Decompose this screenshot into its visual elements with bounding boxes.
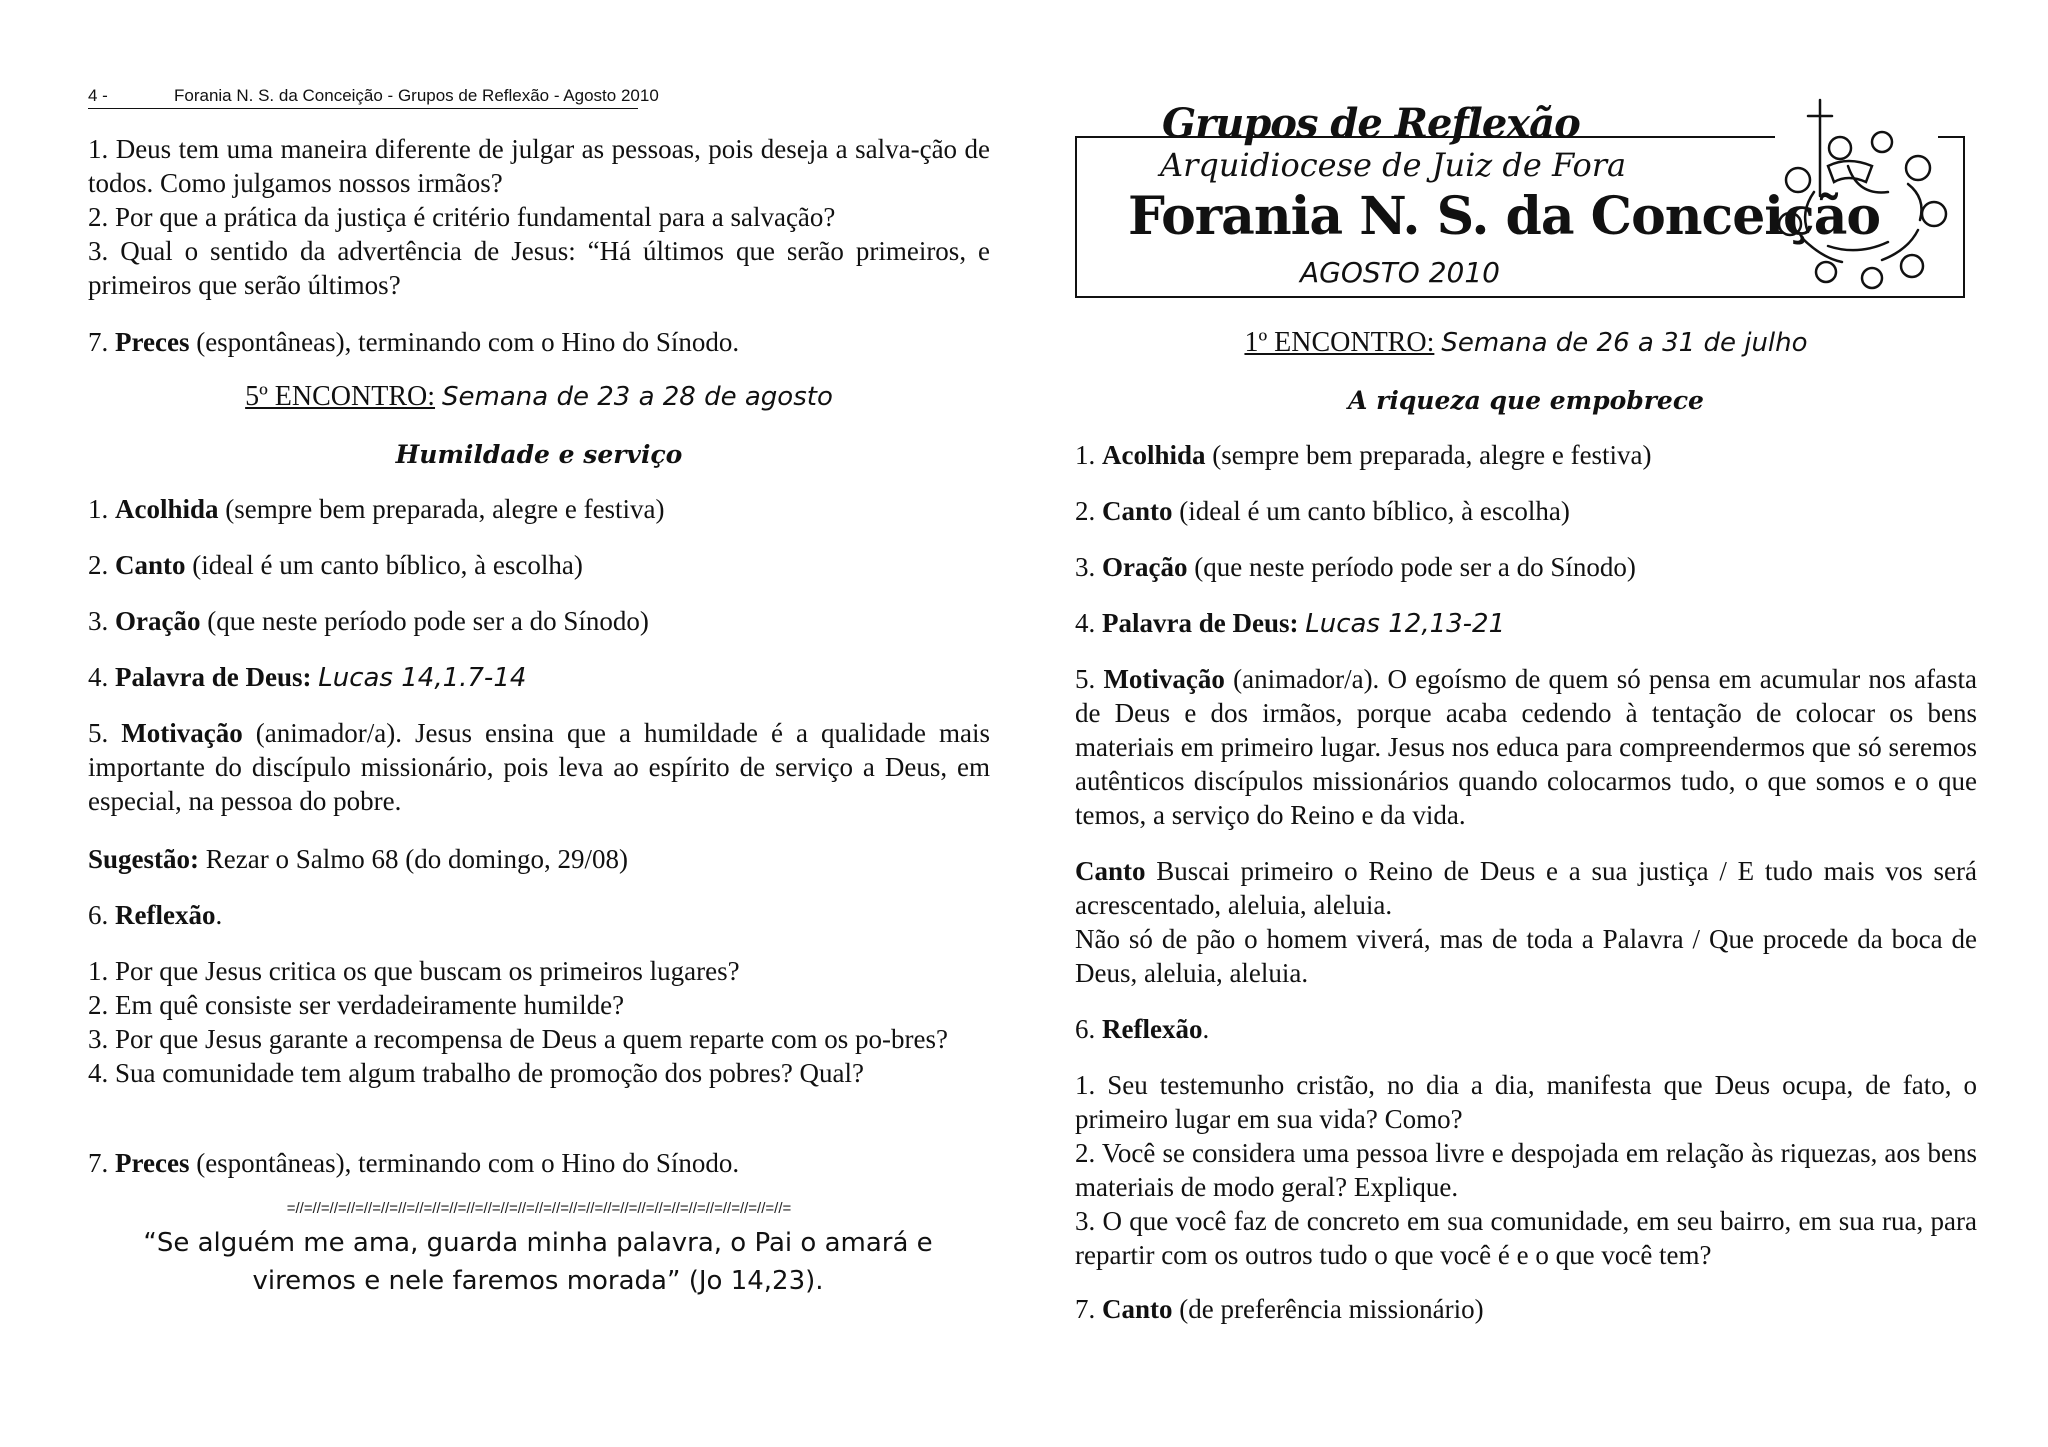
masthead-date: AGOSTO 2010: [1300, 256, 1500, 289]
step-preces: 7. Preces (espontâneas), terminando com o Hino do Sínodo.: [88, 1148, 740, 1178]
step-canto: 2. Canto (ideal é um canto bíblico, à escolha): [1075, 496, 1570, 526]
step-motivacao: 5. Motivação (animador/a). Jesus ensina que a humildade é a qualidade mais importante do discípulo missionário, pois leva ao espírito de serviço a Deus, em especial, na pessoa do pobre.: [88, 718, 991, 816]
question-item: 3. Por que Jesus garante a recompensa de Deus a quem reparte com os po-bres?: [88, 1024, 948, 1054]
scripture-reference: Lucas 14,1.7-14: [318, 663, 527, 693]
separator-line: =//=//=//=//=//=//=//=//=//=//=//=//=//=//=//=//=//=//=//=//=//=//=//=//=//=//=//=//=//=: [286, 1200, 792, 1217]
encounter-title: [1075, 326, 1977, 360]
step-oracao: 3. Oração (que neste período pode ser a do Sínodo): [88, 606, 649, 636]
step-acolhida: 1. Acolhida (sempre bem preparada, alegre e festiva): [1075, 440, 1652, 470]
encounter-title: [88, 380, 990, 414]
preces-line: 7. Preces (espontâneas), terminando com o Hino do Sínodo.: [88, 327, 740, 357]
encounter-dates: Semana de 23 a 28 de agosto: [442, 382, 833, 412]
question-item: 1. Deus tem uma maneira diferente de julgar as pessoas, pois deseja a salva-ção de todos. Como julgamos nossos irmãos?: [88, 134, 990, 198]
reflection-questions: [88, 954, 990, 1090]
question-item: 1. Por que Jesus critica os que buscam os primeiros lugares?: [88, 956, 740, 986]
canto-line: Não só de pão o homem viverá, mas de toda a Palavra / Que procede da boca de Deus, aleluia, aleluia.: [1075, 924, 1977, 988]
running-title: Forania N. S. da Conceição - Grupos de Reflexão - Agosto 2010: [174, 86, 659, 105]
sugestao: Sugestão: Rezar o Salmo 68 (do domingo, 29/08): [88, 844, 628, 874]
step-canto: 2. Canto (ideal é um canto bíblico, à escolha): [88, 550, 583, 580]
prayer-group-illustration-icon: [1768, 96, 1958, 294]
handwritten-title: Grupos de Reflexão: [1162, 100, 1580, 147]
step-reflexao: 6. Reflexão.: [1075, 1014, 1210, 1044]
questions-top: [88, 132, 990, 302]
scripture-reference: Lucas 12,13-21: [1305, 609, 1506, 639]
step-palavra: 4. Palavra de Deus: Lucas 12,13-21: [1075, 608, 1506, 639]
encounter-label: 1º ENCONTRO:: [1244, 327, 1435, 358]
step-reflexao: 6. Reflexão.: [88, 900, 223, 930]
question-item: 4. Sua comunidade tem algum trabalho de promoção dos pobres? Qual?: [88, 1058, 865, 1088]
step-acolhida: 1. Acolhida (sempre bem preparada, alegre e festiva): [88, 494, 665, 524]
question-item: 2. Em quê consiste ser verdadeiramente humilde?: [88, 990, 625, 1020]
encounter-label: 5º ENCONTRO:: [245, 381, 436, 412]
question-item: 3. O que você faz de concreto em sua comunidade, em seu bairro, em sua rua, para repartir com os outros tudo o que você é e o que você tem?: [1075, 1206, 1977, 1270]
running-header: [88, 86, 659, 109]
encounter-dates: Semana de 26 a 31 de julho: [1441, 328, 1808, 358]
encounter-theme: A riqueza que empobrece: [1348, 386, 1704, 415]
canto-lyrics: [1075, 854, 1977, 990]
preces-label: Preces: [115, 327, 190, 357]
reflection-questions: [1075, 1068, 1977, 1272]
question-item: 2. Você se considera uma pessoa livre e despojada em relação às riquezas, aos bens materiais de modo geral? Explique.: [1075, 1138, 1977, 1202]
encounter-theme: Humildade e serviço: [395, 440, 683, 469]
step-oracao: 3. Oração (que neste período pode ser a do Sínodo): [1075, 552, 1636, 582]
forania-name: Forania N. S. da Conceição: [1128, 186, 1881, 247]
page-number: 4 -: [88, 86, 108, 105]
canto-line: Canto Buscai primeiro o Reino de Deus e a sua justiça / E tudo mais vos será acrescentado, aleluia, aleluia.: [1075, 856, 1978, 920]
step-canto-final: 7. Canto (de preferência missionário): [1075, 1294, 1484, 1324]
step-palavra: 4. Palavra de Deus: Lucas 14,1.7-14: [88, 662, 527, 693]
question-item: 1. Seu testemunho cristão, no dia a dia, manifesta que Deus ocupa, de fato, o primeiro lugar em sua vida? Como?: [1075, 1070, 1977, 1134]
closing-quote: “Se alguém me ama, guarda minha palavra, o Pai o amará e viremos e nele faremos morada” (Jo 14,23).: [143, 1228, 933, 1296]
question-item: 3. Qual o sentido da advertência de Jesus: “Há últimos que serão primeiros, e primeiros que serão últimos?: [88, 236, 990, 300]
question-item: 2. Por que a prática da justiça é critério fundamental para a salvação?: [88, 202, 836, 232]
step-motivacao: 5. Motivação (animador/a). O egoísmo de quem só pensa em acumular nos afasta de Deus e dos irmãos, porque acaba cedendo à tentação de colocar os bens materiais em primeiro lugar. Jesus nos educa para compreendermos que só seremos autênticos discípulos missionários quando colocarmos tudo, o que somos e o que temos, a serviço do Reino e da vida.: [1075, 664, 1978, 830]
archdiocese-name: Arquidiocese de Juiz de Fora: [1160, 146, 1627, 184]
